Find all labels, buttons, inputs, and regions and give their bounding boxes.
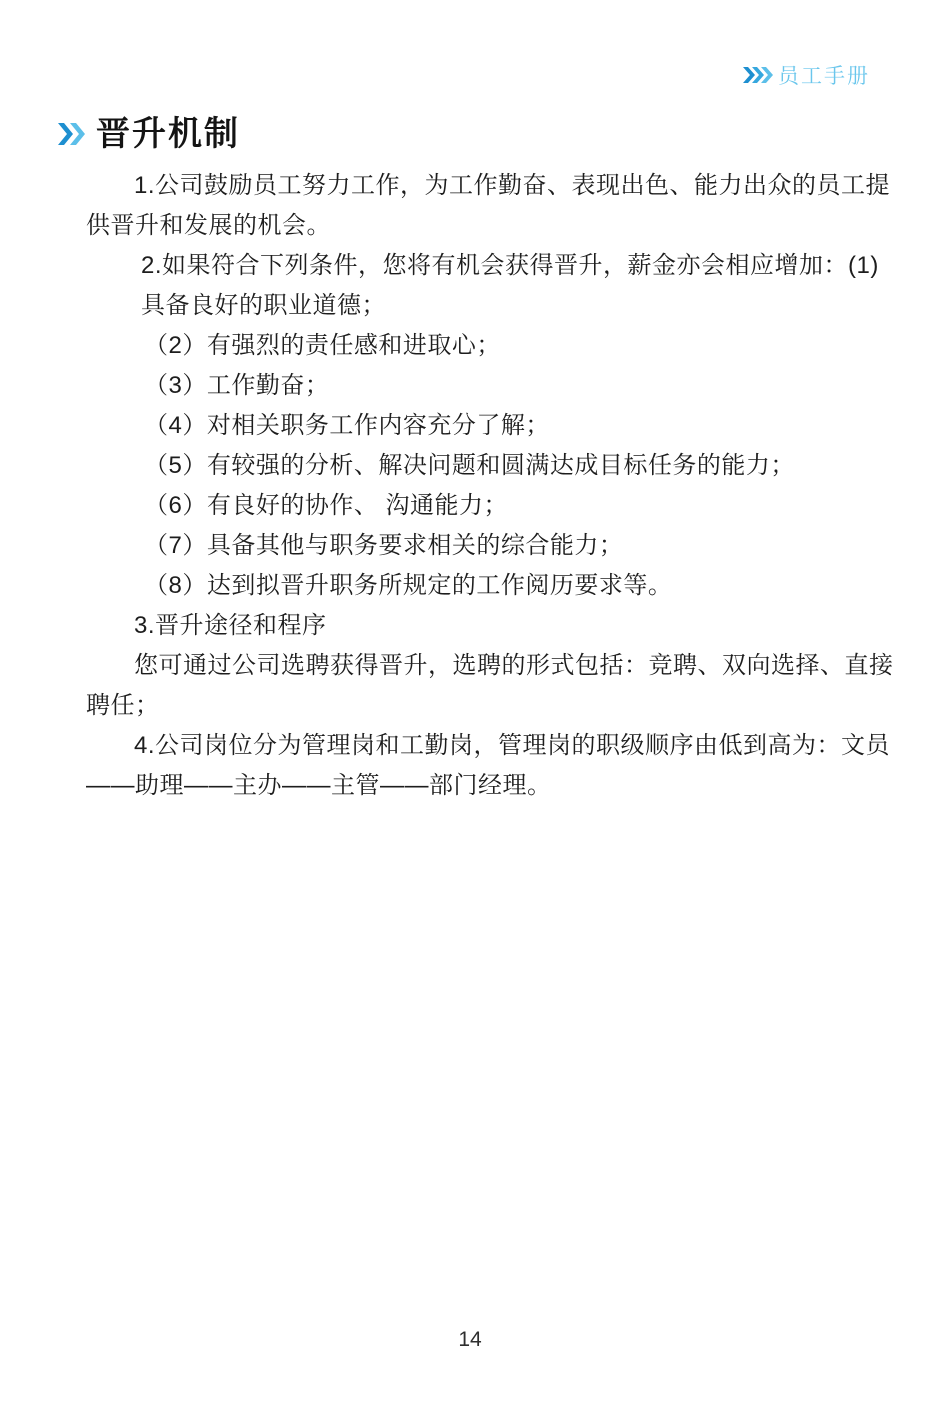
section-title [58, 114, 240, 155]
page-footer [0, 1328, 940, 1352]
text-line: 聘任； [86, 692, 160, 719]
text-line: 1.公司鼓励员工努力工作，为工作勤奋、表现出色、能力出众的员工提 [134, 172, 891, 199]
text-line: ——助理——主办——主管——部门经理。 [86, 772, 552, 799]
text-line: 3.晋升途径和程序 [134, 612, 327, 639]
text-line: （8）达到拟晋升职务所规定的工作阅历要求等。 [144, 572, 673, 599]
text-line: （4）对相关职务工作内容充分了解； [144, 412, 550, 439]
double-chevron-icon [58, 123, 85, 145]
text-line: （2）有强烈的责任感和进取心； [144, 332, 501, 359]
text-line: （6）有良好的协作、 沟通能力； [144, 492, 509, 519]
text-line: 2.如果符合下列条件，您将有机会获得晋升，薪金亦会相应增加：(1) [141, 252, 879, 279]
triple-chevron-icon [743, 67, 773, 83]
text-line: （5）有较强的分析、解决问题和圆满达成目标任务的能力； [144, 452, 795, 479]
page-header [743, 60, 870, 90]
text-line: 4.公司岗位分为管理岗和工勤岗，管理岗的职级顺序由低到高为：文员 [134, 732, 891, 759]
body-lines [86, 166, 894, 806]
section-title-text: 晋升机制 [96, 115, 240, 153]
page-number: 14 [458, 1328, 482, 1351]
text-line: 您可通过公司选聘获得晋升，选聘的形式包括：竞聘、双向选择、直接 [134, 652, 894, 679]
text-line: （7）具备其他与职务要求相关的综合能力； [144, 532, 624, 559]
text-line: 供晋升和发展的机会。 [86, 212, 331, 239]
text-line: （3）工作勤奋； [144, 372, 330, 399]
handbook-label: 员工手册 [778, 65, 870, 88]
text-line: 具备良好的职业道德； [141, 292, 386, 319]
